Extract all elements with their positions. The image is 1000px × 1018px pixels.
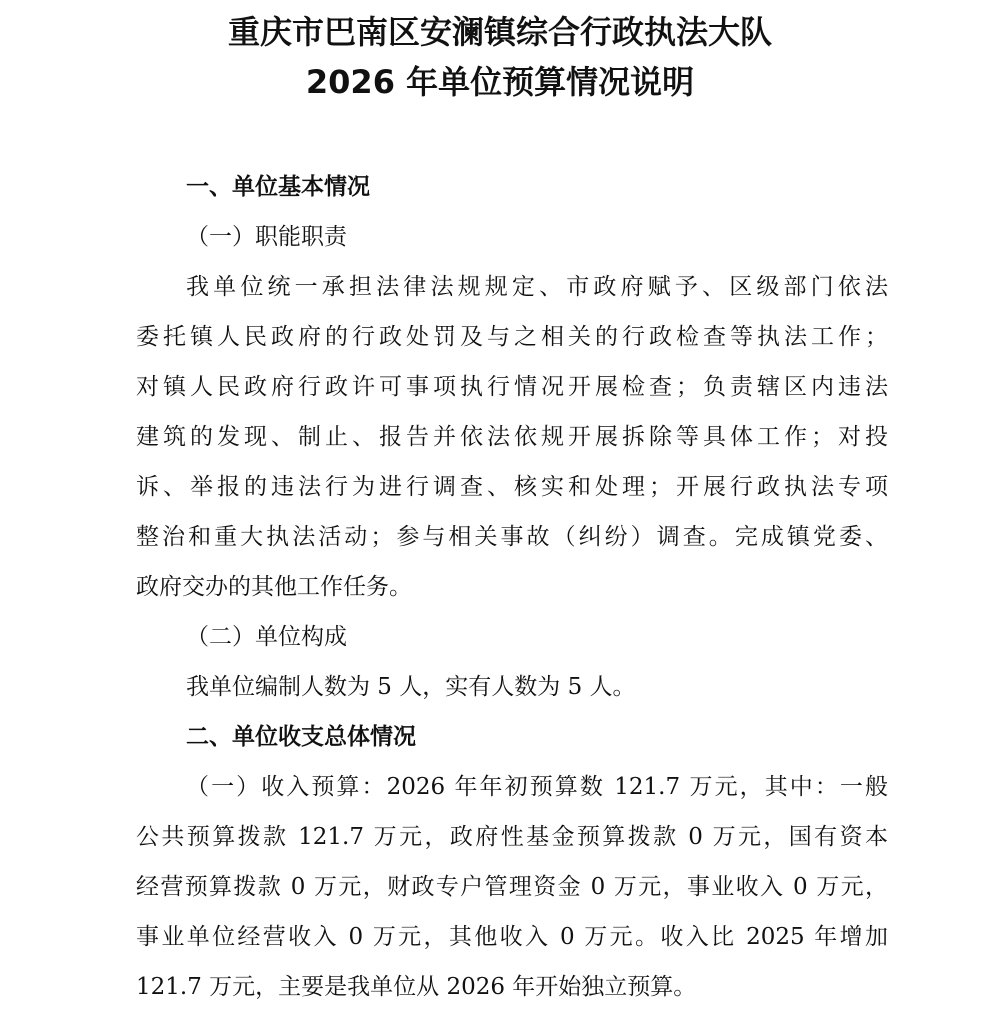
duties-paragraph-line: 建筑的发现、制止、报告并依法依规开展拆除等具体工作；对投 xyxy=(136,424,888,450)
income-paragraph-line: 121.7 万元，主要是我单位从 2026 年开始独立预算。 xyxy=(136,974,697,1000)
duties-paragraph-line: 对镇人民政府行政许可事项执行情况开展检查；负责辖区内违法 xyxy=(136,374,888,400)
income-paragraph-line: （一）收入预算：2026 年年初预算数 121.7 万元，其中：一般 xyxy=(186,774,888,800)
income-paragraph-line: 公共预算拨款 121.7 万元，政府性基金预算拨款 0 万元，国有资本 xyxy=(136,824,888,850)
document-title-line-1: 重庆市巴南区安澜镇综合行政执法大队 xyxy=(227,13,772,51)
duties-paragraph-line: 我单位统一承担法律法规规定、市政府赋予、区级部门依法 xyxy=(186,274,888,300)
section-1-sub-2-heading: （二）单位构成 xyxy=(186,624,347,650)
staffing-text: 我单位编制人数为 5 人，实有人数为 5 人。 xyxy=(186,674,636,700)
section-2-heading: 二、单位收支总体情况 xyxy=(186,724,416,750)
section-1-sub-1-heading: （一）职能职责 xyxy=(186,224,347,250)
document-title-line-2: 2026 年单位预算情况说明 xyxy=(305,63,695,101)
duties-paragraph-line: 诉、举报的违法行为进行调查、核实和处理；开展行政执法专项 xyxy=(136,474,888,500)
income-paragraph-line: 经营预算拨款 0 万元，财政专户管理资金 0 万元，事业收入 0 万元， xyxy=(136,874,888,900)
income-paragraph-line: 事业单位经营收入 0 万元，其他收入 0 万元。收入比 2025 年增加 xyxy=(136,924,888,950)
section-1-heading: 一、单位基本情况 xyxy=(186,174,370,200)
duties-paragraph-line: 整治和重大执法活动；参与相关事故（纠纷）调查。完成镇党委、 xyxy=(136,524,888,550)
duties-paragraph-line: 政府交办的其他工作任务。 xyxy=(136,574,412,600)
duties-paragraph-line: 委托镇人民政府的行政处罚及与之相关的行政检查等执法工作； xyxy=(136,324,888,350)
